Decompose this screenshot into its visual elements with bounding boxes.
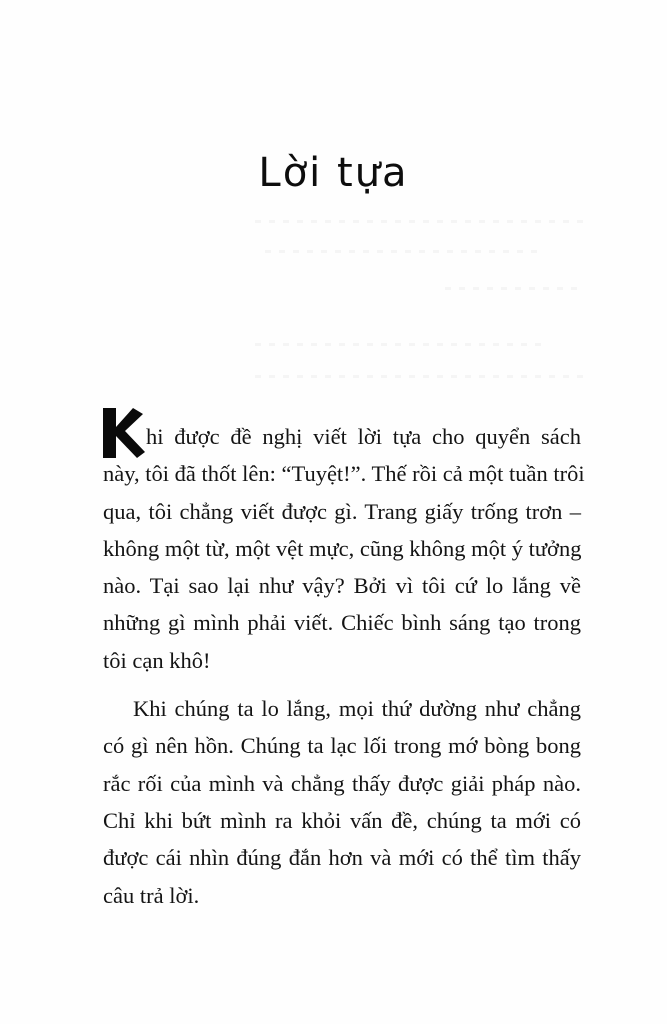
- text-line: tôi cạn khô!: [103, 647, 211, 673]
- text-line: được cái nhìn đúng đắn hơn và mới có thể tìm thấy: [103, 845, 581, 871]
- text-line: qua, tôi chẳng viết được gì. Trang giấy trống trơn –: [103, 498, 581, 524]
- paragraph-1: [103, 418, 585, 679]
- text-line: rắc rối của mình và chẳng thấy được giải pháp nào.: [103, 770, 581, 796]
- text-line: câu trả lời.: [103, 882, 200, 908]
- scan-show-through: [255, 205, 585, 395]
- page-title: Lời tựa: [258, 150, 409, 196]
- dropcap-k-icon: [103, 408, 145, 458]
- text-line: hi được đề nghị viết lời tựa cho quyển sách: [103, 418, 581, 455]
- text-line: Chỉ khi bứt mình ra khỏi vấn đề, chúng ta mới có: [103, 807, 581, 833]
- paragraph-2: [103, 690, 581, 914]
- text-line: không một từ, một vệt mực, cũng không một ý tưởng: [103, 535, 582, 561]
- text-line: này, tôi đã thốt lên: “Tuyệt!”. Thế rồi cả một tuần trôi: [103, 461, 585, 487]
- text-line: những gì mình phải viết. Chiếc bình sáng tạo trong: [103, 610, 581, 636]
- text-line: có gì nên hồn. Chúng ta lạc lối trong mớ bòng bong: [103, 733, 581, 759]
- text-line: Khi chúng ta lo lắng, mọi thứ dường như chẳng: [133, 696, 581, 722]
- text-line: nào. Tại sao lại như vậy? Bởi vì tôi cứ lo lắng về: [103, 573, 581, 599]
- foreword-body: [103, 418, 585, 914]
